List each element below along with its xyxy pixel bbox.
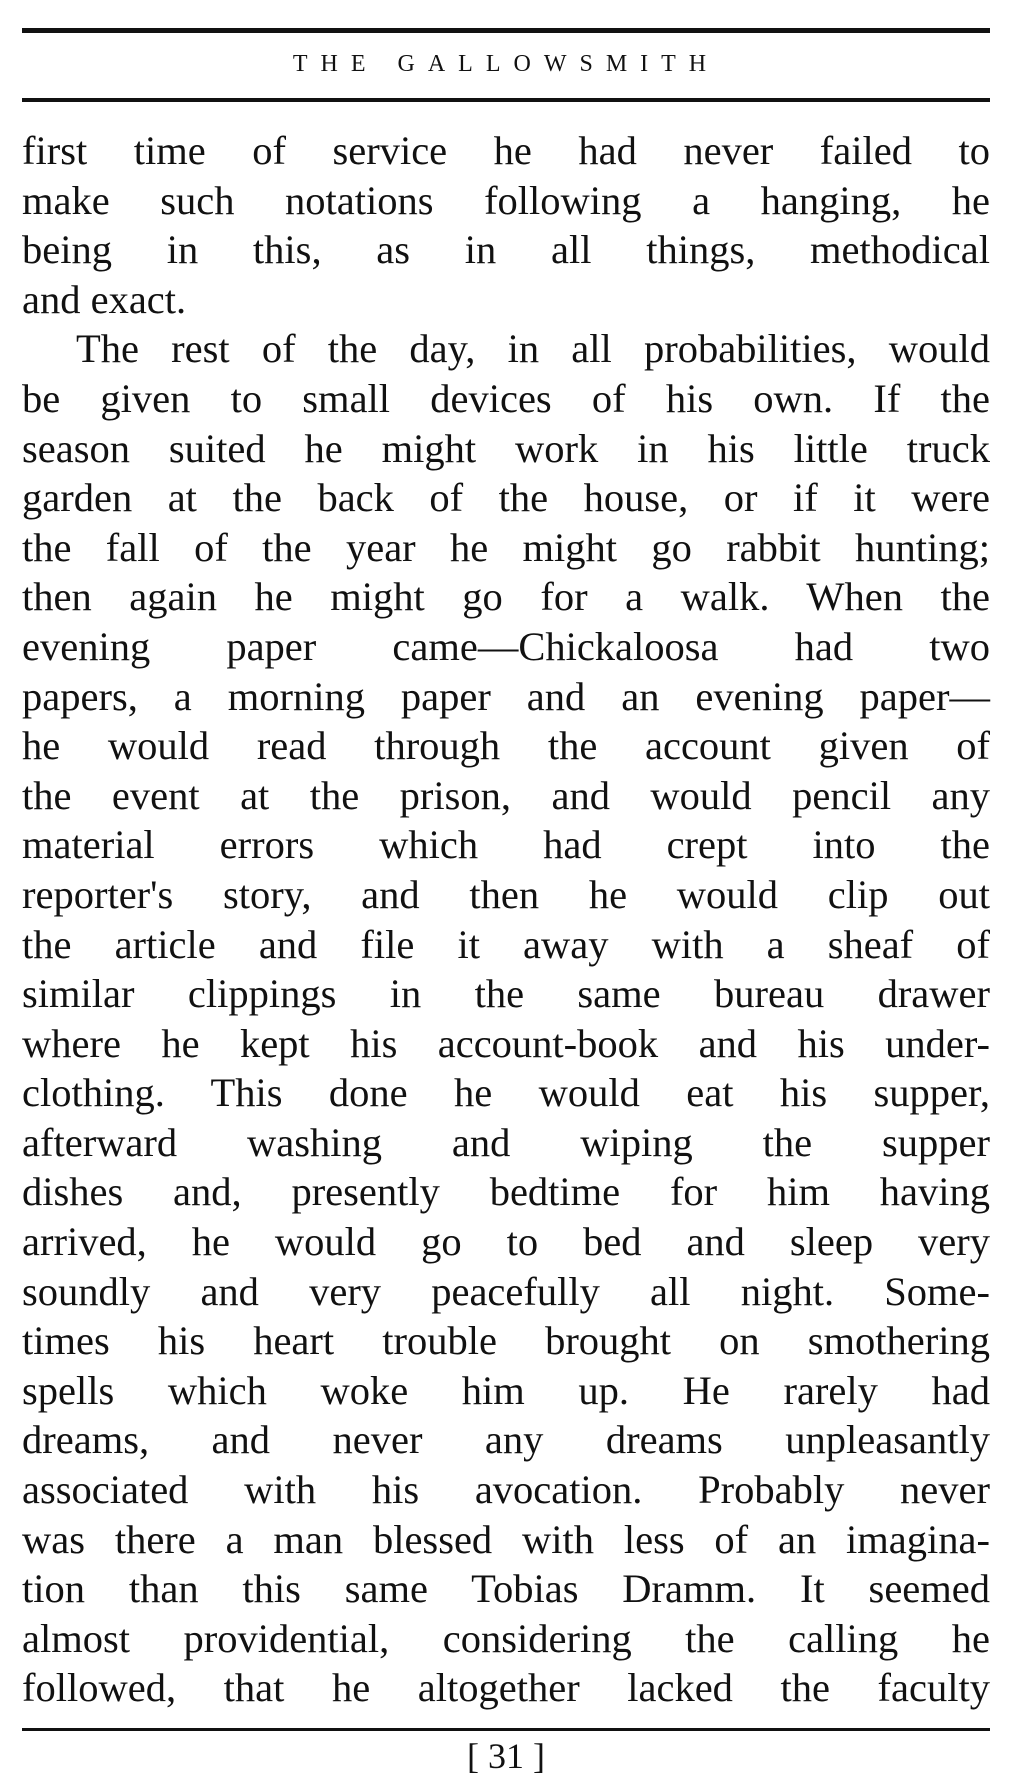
text-line: soundly and very peacefully all night. Some- — [22, 1268, 990, 1314]
paragraph-2 — [22, 324, 990, 1713]
body-text — [22, 126, 990, 1713]
footer-rule — [22, 1728, 990, 1731]
text-line: evening paper came—Chickaloosa had two — [22, 623, 990, 669]
text-line: be given to small devices of his own. If the — [22, 375, 990, 421]
text-line: tion than this same Tobias Dramm. It seemed — [22, 1566, 990, 1612]
text-line: similar clippings in the same bureau drawer — [22, 971, 990, 1017]
running-head: THE GALLOWSMITH — [292, 51, 720, 77]
text-line: the fall of the year he might go rabbit hunting; — [22, 524, 990, 570]
text-line: was there a man blessed with less of an imagina- — [22, 1516, 990, 1562]
text-line: make such notations following a hanging, he — [22, 177, 990, 223]
text-line: dreams, and never any dreams unpleasantly — [22, 1417, 990, 1463]
text-line: afterward washing and wiping the supper — [22, 1119, 990, 1165]
page-number: [ 31 ] — [467, 1736, 545, 1776]
text-line: the event at the prison, and would pencil any — [22, 772, 990, 818]
text-line: papers, a morning paper and an evening paper— — [22, 673, 990, 719]
header-rule — [22, 98, 990, 102]
text-line: spells which woke him up. He rarely had — [22, 1367, 990, 1413]
text-line: and exact. — [22, 276, 187, 322]
text-line: garden at the back of the house, or if it were — [22, 475, 990, 521]
text-line: times his heart trouble brought on smothering — [22, 1318, 990, 1364]
text-line: arrived, he would go to bed and sleep very — [22, 1219, 990, 1265]
text-line: dishes and, presently bedtime for him having — [22, 1169, 990, 1215]
text-line: being in this, as in all things, methodical — [22, 227, 990, 273]
book-page — [22, 0, 990, 1791]
text-line: reporter's story, and then he would clip out — [22, 871, 990, 917]
text-line: material errors which had crept into the — [22, 822, 990, 868]
text-line: first time of service he had never failed to — [22, 128, 990, 173]
paragraph-1 — [22, 126, 990, 324]
top-rule — [22, 28, 990, 33]
text-line: clothing. This done he would eat his supper, — [22, 1070, 990, 1116]
text-line: associated with his avocation. Probably never — [22, 1467, 990, 1513]
text-line: followed, that he altogether lacked the faculty — [22, 1665, 990, 1711]
text-line: almost providential, considering the calling he — [22, 1615, 990, 1661]
text-line: the article and file it away with a sheaf of — [22, 921, 990, 967]
text-line: season suited he might work in his little truck — [22, 425, 990, 471]
text-line: The rest of the day, in all probabilities, would — [76, 326, 990, 372]
text-line: then again he might go for a walk. When the — [22, 574, 990, 620]
text-line: where he kept his account-book and his under- — [22, 1020, 990, 1066]
text-line: he would read through the account given of — [22, 723, 990, 769]
